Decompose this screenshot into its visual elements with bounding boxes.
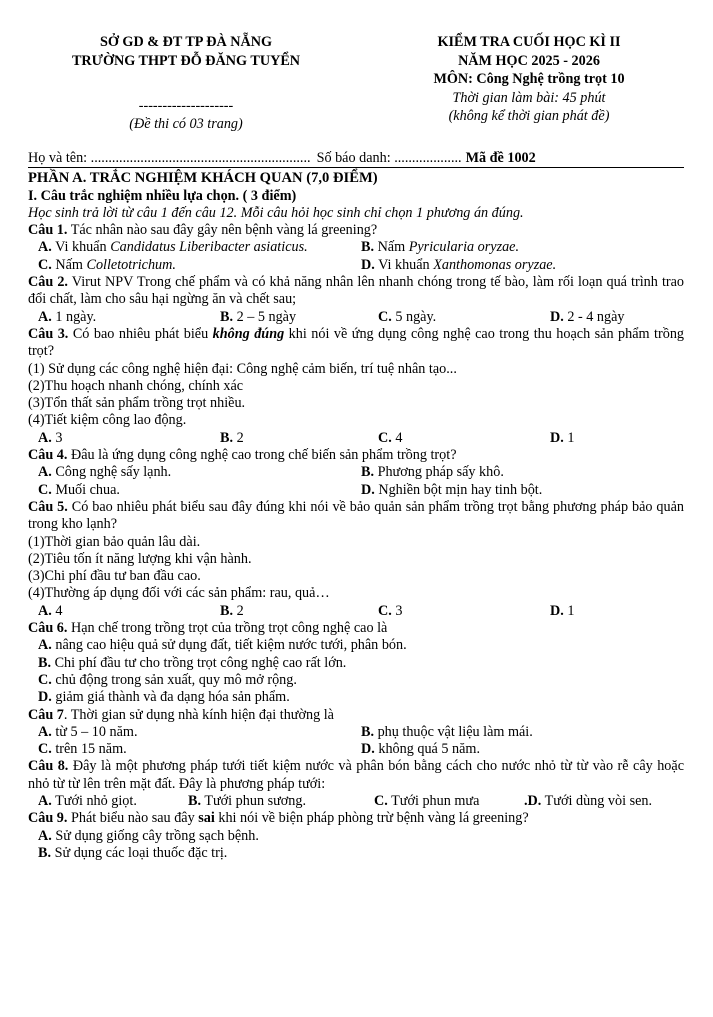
subject: MÔN: Công Nghệ trồng trọt 10: [433, 71, 625, 87]
option-d[interactable]: D. không quá 5 năm.: [361, 741, 481, 758]
question-7-options-row-2: [28, 741, 684, 758]
statement-1: (1)Thời gian bảo quản lâu dài.: [28, 533, 201, 550]
option-d[interactable]: D. giảm giá thành và đa dạng hóa sản phẩm.: [38, 689, 290, 706]
part-a-title: PHẦN A. TRẮC NGHIỆM KHÁCH QUAN (7,0 ĐIỂM): [28, 170, 378, 187]
option-c[interactable]: C. trên 15 năm.: [38, 741, 127, 758]
question-8: Câu 8. Đây là một phương pháp tưới tiết kiệm nước và phân bón bằng cách cho nước nhỏ từ từ vào rễ cây hoặc nhỏ từ từ lên trên mặt đất. Đây là phương pháp tưới:: [28, 758, 684, 792]
time-note: (không kể thời gian phát đề): [448, 108, 610, 124]
question-3: Câu 3. Có bao nhiêu phát biểu không đúng khi nói về ứng dụng công nghệ cao trong thu hoạch sản phẩm trồng trọt?: [28, 325, 685, 360]
option-b[interactable]: B. Chi phí đầu tư cho trồng trọt công nghệ cao rất lớn.: [38, 654, 347, 671]
option-c[interactable]: C. Nấm Colletotrichum.: [38, 256, 176, 273]
statement-4: (4)Tiết kiệm công lao động.: [28, 412, 187, 429]
option-b[interactable]: B. Tưới phun sương.: [188, 792, 307, 809]
instruction: Học sinh trả lời từ câu 1 đến câu 12. Mỗi câu hỏi học sinh chỉ chọn 1 phương án đúng.: [28, 204, 524, 221]
question-5-options: [28, 603, 684, 620]
option-b[interactable]: B. Nấm Pyricularia oryzae.: [361, 239, 520, 256]
option-b[interactable]: B. 2 – 5 ngày: [220, 308, 297, 325]
question-8-options: [28, 793, 684, 810]
department-name: SỞ GD & ĐT TP ĐÀ NẴNG: [99, 34, 273, 50]
option-b[interactable]: B. phụ thuộc vật liệu làm mái.: [361, 723, 533, 740]
statement-1: (1) Sử dụng các công nghệ hiện đại: Công nghệ cảm biến, trí tuệ nhân tạo...: [28, 360, 457, 377]
option-a[interactable]: A. Tưới nhỏ giọt.: [38, 792, 137, 809]
statement-3: (3)Tổn thất sản phẩm trồng trọt nhiều.: [28, 395, 246, 412]
exam-code: Mã đề 1002: [465, 150, 536, 166]
question-3-options: [28, 430, 684, 447]
option-d[interactable]: .D. Tưới dùng vòi sen.: [524, 792, 653, 809]
question-1-options-row-1: [28, 239, 684, 256]
option-a[interactable]: A. từ 5 – 10 năm.: [38, 723, 138, 740]
option-a[interactable]: A. 4: [38, 602, 63, 619]
exam-title: KIỂM TRA CUỐI HỌC KÌ II: [437, 34, 621, 50]
option-d[interactable]: D. 1: [550, 429, 575, 446]
option-a[interactable]: A. Sử dụng giống cây trồng sạch bệnh.: [38, 827, 259, 844]
option-d[interactable]: D. 2 - 4 ngày: [550, 308, 625, 325]
question-2: Câu 2. Virut NPV Trong chế phẩm và có khả năng nhân lên nhanh chóng trong tế bào, làm rối loạn quá trình trao đổi chất, làm cho sâu hại ngừng ăn và chết sau;: [28, 274, 684, 308]
statement-2: (2)Tiêu tốn ít năng lượng khi vận hành.: [28, 550, 252, 567]
option-c[interactable]: C. 3: [378, 602, 403, 619]
exam-content: [28, 150, 684, 862]
option-a[interactable]: A. Vi khuẩn Candidatus Liberibacter asiaticus.: [38, 239, 308, 256]
question-7-options-row-1: [28, 724, 684, 741]
option-c[interactable]: C. Tưới phun mưa: [374, 792, 480, 809]
option-b[interactable]: B. Sử dụng các loại thuốc đặc trị.: [38, 844, 228, 861]
question-6: Câu 6. Hạn chế trong trồng trọt của trồng trọt công nghệ cao là: [28, 620, 388, 637]
question-9: Câu 9. Phát biểu nào sau đây sai khi nói về biện pháp phòng trừ bệnh vàng lá greening?: [28, 810, 529, 827]
question-4: Câu 4. Đâu là ứng dụng công nghệ cao trong chế biến sản phẩm trồng trọt?: [28, 447, 457, 464]
time-limit: Thời gian làm bài: 45 phút: [452, 89, 606, 106]
question-4-options-row-1: [28, 464, 684, 481]
option-b[interactable]: B. 2: [220, 429, 244, 446]
question-7: Câu 7. Thời gian sử dụng nhà kính hiện đại thường là: [28, 706, 334, 723]
option-c[interactable]: C. Muối chua.: [38, 481, 120, 498]
statement-3: (3)Chi phí đầu tư ban đầu cao.: [28, 568, 201, 585]
question-4-options-row-2: [28, 482, 684, 499]
sbd-field-label: Số báo danh: ...................: [316, 150, 462, 166]
option-b[interactable]: B. 2: [220, 602, 244, 619]
school-name: TRƯỜNG THPT ĐỖ ĐĂNG TUYỂN: [71, 52, 301, 69]
section-1-title: I. Câu trắc nghiệm nhiều lựa chọn. ( 3 điểm): [28, 187, 297, 204]
question-1-options-row-2: [28, 257, 684, 274]
option-c[interactable]: C. 4: [378, 429, 403, 446]
question-1: Câu 1. Tác nhân nào sau đây gây nên bệnh vàng lá greening?: [28, 222, 378, 239]
pages-note: (Đề thi có 03 trang): [129, 116, 243, 132]
name-field-label: Họ và tên: ..............................................................: [28, 150, 311, 166]
option-a[interactable]: A. 3: [38, 429, 63, 446]
header-dashes: --------------------: [138, 97, 234, 114]
option-c[interactable]: C. 5 ngày.: [378, 308, 437, 325]
question-5: Câu 5. Có bao nhiêu phát biểu sau đây đúng khi nói về bảo quản sản phẩm trồng trọt bằng phương pháp bảo quản trong kho lạnh?: [28, 498, 684, 533]
school-year: NĂM HỌC 2025 - 2026: [458, 52, 600, 69]
option-d[interactable]: D. 1: [550, 602, 575, 619]
header-right: [370, 33, 688, 126]
student-info-line: [28, 150, 684, 167]
option-d[interactable]: D. Nghiền bột mịn hay tinh bột.: [361, 481, 543, 498]
option-a[interactable]: A. nâng cao hiệu quả sử dụng đất, tiết kiệm nước tưới, phân bón.: [38, 637, 407, 654]
question-2-options: [28, 309, 684, 326]
option-c[interactable]: C. chủ động trong sản xuất, quy mô mở rộng.: [38, 671, 297, 688]
option-a[interactable]: A. 1 ngày.: [38, 308, 97, 325]
divider: [28, 167, 684, 168]
statement-4: (4)Thường áp dụng đối với các sản phẩm: rau, quả…: [28, 585, 330, 602]
option-b[interactable]: B. Phương pháp sấy khô.: [361, 464, 504, 481]
header-left: [28, 33, 344, 134]
option-a[interactable]: A. Công nghệ sấy lạnh.: [38, 464, 172, 481]
statement-2: (2)Thu hoạch nhanh chóng, chính xác: [28, 377, 244, 394]
option-d[interactable]: D. Vi khuẩn Xanthomonas oryzae.: [361, 256, 557, 273]
